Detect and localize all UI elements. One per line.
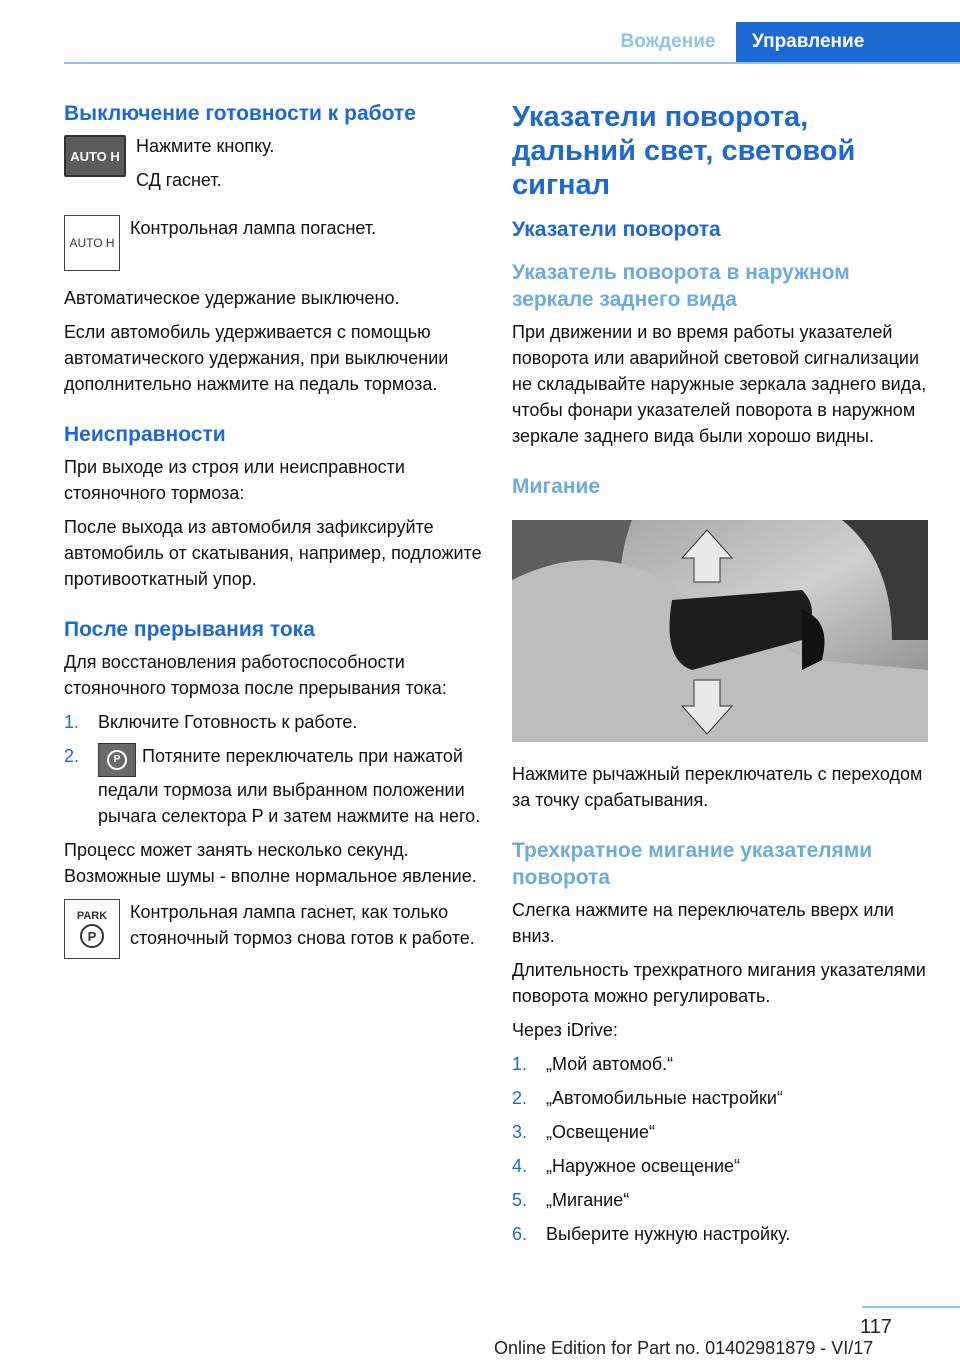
lever-text: Нажмите рычажный переключатель с переходом за точку срабатывания. (512, 764, 923, 810)
park-lamp-icon: PARK P (64, 899, 120, 959)
parking-brake-switch-icon: P (98, 743, 136, 777)
turn-signal-lever-photo (512, 520, 928, 742)
subsection-title-flashing: Мигание (512, 475, 601, 498)
mirror-text: При движении и во время работы указателей поворота или аварийной световой сигнализации не складывайте наружные зеркала заднего вида, чтобы фонари указателей поворота в наружном зеркале заднего вида были хорошо видны. (512, 322, 927, 446)
step-text: Потяните переключатель при нажатой педали тормоза или выбранном положении рычага селектора P и затем нажмите на него. (98, 746, 481, 826)
list-item: 6. Выберите нужную настройку. (512, 1224, 791, 1244)
idrive-menu-steps (512, 1051, 928, 1247)
section-title-faults: Неисправности (64, 423, 226, 446)
autoh-button-icon: AUTO H (64, 135, 126, 177)
press-button-text: Нажмите кнопку. (136, 136, 275, 156)
list-item: 3. „Освещение“ (512, 1122, 655, 1142)
fault-text-1: При выходе из строя или неисправности стояночного тормоза: (64, 457, 405, 503)
autoh-lamp-icon: AUTO H (64, 215, 120, 271)
lamp-off-text: Контрольная лампа погаснет. (130, 218, 377, 238)
left-column (64, 100, 484, 967)
subsection-title-mirror: Указатель поворота в наружном зеркале заднего вида (512, 261, 850, 311)
subsection-title-triple-flash: Трехкратное мигание указателями поворота (512, 839, 873, 889)
footer-divider (862, 1306, 960, 1308)
fault-text-2: После выхода из автомобиля зафиксируйте автомобиль от скатывания, например, подложите противооткатный упор. (64, 517, 482, 589)
duration-text: Длительность трехкратного мигания указателями поворота можно регулировать. (512, 960, 926, 1006)
autoh-button-row (64, 133, 484, 201)
list-item: 5. „Мигание“ (512, 1190, 630, 1210)
restore-steps (64, 709, 484, 829)
tab-driving[interactable]: Вождение (620, 31, 716, 52)
park-lamp-text: Контрольная лампа гаснет, как только стояночный тормоз снова готов к работе. (130, 902, 475, 948)
section-title-turn-signals: Указатели поворота (512, 218, 721, 241)
via-idrive-text: Через iDrive: (512, 1020, 618, 1040)
process-text: Процесс может занять несколько секунд. Возможные шумы - вполне нормальное явление. (64, 840, 477, 886)
restore-text: Для восстановления работоспособности стояночного тормоза после прерывания тока: (64, 652, 447, 698)
page-header (0, 22, 960, 62)
section-title-power-loss: После прерывания тока (64, 618, 315, 641)
header-divider (64, 62, 960, 64)
list-item: 4. „Наружное освещение“ (512, 1156, 741, 1176)
if-held-text: Если автомобиль удерживается с помощью автоматического удержания, при выключении дополнительно нажмите на педаль тормоза. (64, 322, 449, 394)
section-title-switch-off: Выключение готовности к работе (64, 102, 416, 125)
right-column (512, 100, 928, 1255)
page-number: 117 (860, 1316, 892, 1338)
led-off-text: СД гаснет. (136, 170, 222, 190)
step-number: 1. (64, 712, 80, 732)
chapter-title: Указатели поворота, дальний свет, световой сигнал (512, 101, 856, 201)
list-item: 1. „Мой автомоб.“ (512, 1054, 674, 1074)
edition-footer: Online Edition for Part no. 01402981879 - VI/17 (494, 1338, 874, 1358)
step-number: 2. (64, 746, 80, 766)
list-item (64, 709, 484, 735)
list-item: 2. „Автомобильные настройки“ (512, 1088, 783, 1108)
autoh-lamp-row (64, 215, 484, 271)
auto-hold-off-text: Автоматическое удержание выключено. (64, 288, 400, 308)
tab-controls[interactable]: Управление (736, 22, 960, 62)
list-item (64, 743, 484, 829)
park-lamp-row (64, 899, 484, 959)
tap-text: Слегка нажмите на переключатель вверх или вниз. (512, 900, 894, 946)
step-text: Включите Готовность к работе. (98, 712, 358, 732)
